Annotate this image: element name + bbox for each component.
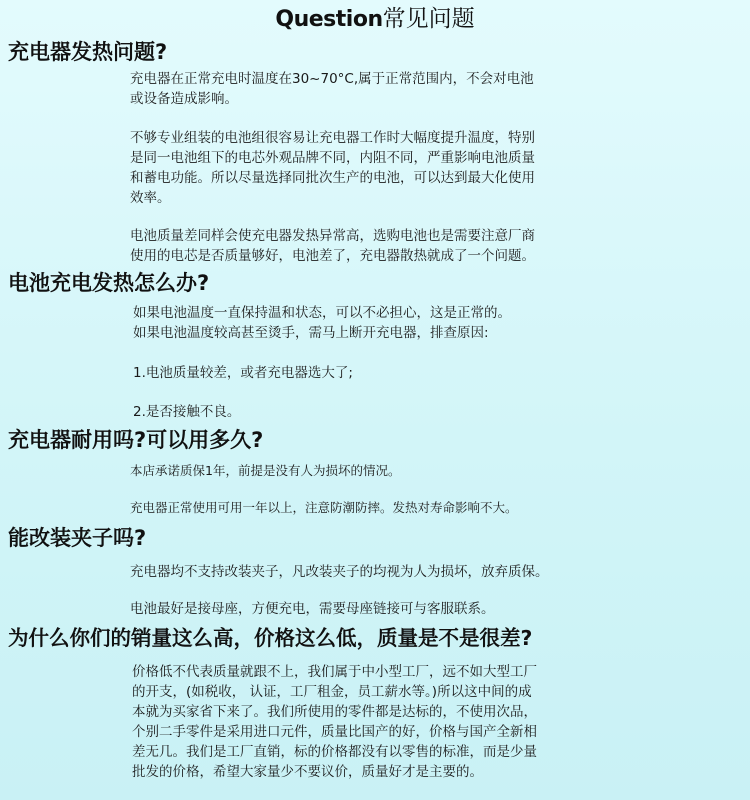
faq-answer-line: 电池质量差同样会使充电器发热异常高，选购电池也是需要注意厂商 xyxy=(130,228,535,244)
faq-answer-line: 本就为买家省下来了。我们所使用的零件都是达标的，不使用次品， xyxy=(132,704,537,720)
faq-question-durability: 充电器耐用吗?可以用多久? xyxy=(8,428,264,452)
faq-question-battery-heat: 电池充电发热怎么办? xyxy=(8,271,210,295)
page-title-english: Question xyxy=(275,7,383,32)
faq-question-charger-heat: 充电器发热问题? xyxy=(8,40,168,64)
faq-answer-line: 不够专业组装的电池组很容易让充电器工作时大幅度提升温度，特别 xyxy=(130,130,535,146)
faq-answer-line: 充电器在正常充电时温度在30~70°C,属于正常范围内，不会对电池 xyxy=(130,71,534,87)
faq-answer-line: 如果电池温度较高甚至烫手，需马上断开充电器，排查原因: xyxy=(133,325,489,341)
faq-answer-line: 1.电池质量较差，或者充电器选大了; xyxy=(133,365,353,381)
faq-question-clip-mod: 能改装夹子吗? xyxy=(8,526,147,550)
faq-answer-line: 2.是否接触不良。 xyxy=(133,404,241,420)
faq-answer-line: 和蓄电功能。所以尽量选择同批次生产的电池，可以达到最大化使用 xyxy=(130,170,535,186)
faq-answer-line: 如果电池温度一直保持温和状态，可以不必担心，这是正常的。 xyxy=(133,305,511,321)
faq-answer-line: 差无几。我们是工厂直销，标的价格都没有以零售的标准，而是少量 xyxy=(132,744,537,760)
faq-answer-line: 价格低不代表质量就跟不上，我们属于中小型工厂，远不如大型工厂 xyxy=(132,664,537,680)
faq-question-price-quality: 为什么你们的销量这么高，价格这么低，质量是不是很差? xyxy=(8,626,533,650)
page-title xyxy=(0,4,750,36)
faq-answer-line: 是同一电池组下的电芯外观品牌不同，内阻不同，严重影响电池质量 xyxy=(130,150,535,166)
faq-answer-line: 充电器正常使用可用一年以上，注意防潮防摔。发热对寿命影响不大。 xyxy=(130,500,518,515)
faq-answer-line: 或设备造成影响。 xyxy=(130,91,238,107)
faq-answer-line: 电池最好是接母座，方便充电，需要母座链接可与客服联系。 xyxy=(130,601,495,617)
faq-answer-line: 使用的电芯是否质量够好，电池差了，充电器散热就成了一个问题。 xyxy=(130,248,535,264)
faq-answer-line: 充电器均不支持改装夹子，凡改装夹子的均视为人为损坏，放弃质保。 xyxy=(130,564,549,580)
faq-answer-line: 批发的价格，希望大家量少不要议价，质量好才是主要的。 xyxy=(132,764,483,780)
faq-answer-line: 个别二手零件是采用进口元件，质量比国产的好，价格与国产全新相 xyxy=(132,724,537,740)
faq-answer-line: 本店承诺质保1年，前提是没有人为损坏的情况。 xyxy=(130,463,401,478)
page-title-chinese: 常见问题 xyxy=(382,6,475,32)
faq-answer-line: 效率。 xyxy=(130,190,171,206)
faq-answer-line: 的开支，(如税收， 认证，工厂租金，员工薪水等。)所以这中间的成 xyxy=(132,684,532,700)
